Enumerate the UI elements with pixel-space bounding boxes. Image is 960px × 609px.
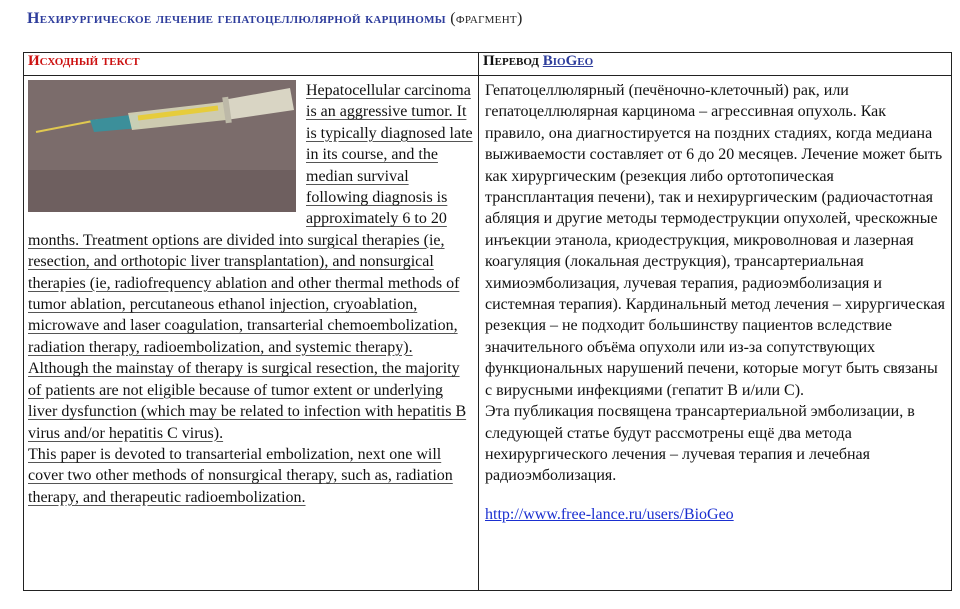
translation-header bbox=[483, 53, 593, 69]
title-main: Нехирургическое лечение гепатоцеллюлярной карциномы bbox=[27, 10, 446, 27]
paragraph-spacer bbox=[485, 487, 945, 504]
translation-paragraph: Гепатоцеллюлярный (печёночно-клеточный) рак, или гепатоцеллюлярная карцинома – агрессивная опухоль. Как правило, она диагностируется на поздних стадиях, когда медиана выживаемости составляет от 6 до 20 месяцев. Лечение может быть как хирургическим (резекция либо ортотопическая трансплантация печени), так и нехирургическим (радиочастотная абляция и другие методы термодеструкции опухолей, чрескожные инъекции этанола, криодеструкция, микроволновая и лазерная коагуляция (локальная деструкция), трансартериальная химиоэмболизация, лучевая терапия, радиоэмболизация и системная терапия). Кардинальный метод лечения – хирургическая резекция – не подходит большинству пациентов вследствие значительного объёма опухоли или из-за сопутствующих функциональных нарушений печени, которые могут быть связаны с вирусными инфекциями (гепатит B и/или C). bbox=[485, 82, 945, 399]
source-text-cell bbox=[24, 76, 479, 591]
translation-text-cell bbox=[479, 76, 952, 591]
syringe-photo bbox=[28, 80, 296, 212]
translation-text bbox=[485, 80, 945, 525]
source-paragraph: Although the mainstay of therapy is surgical resection, the majority of patients are not eligible because of tumor extent or underlying liver dysfunction (which may be related to infection with hepatitis B virus and/or hepatitis C virus). bbox=[28, 360, 467, 442]
source-paragraph: Hepatocellular carcinoma is an aggressive tumor. It is typically diagnosed late in its course, and the median survival following diagnosis is approximately 6 to 20 months. Treatment options are divided into surgical therapies (ie, resection, and orthotopic liver transplantation), and nonsurgical therapies (ie, radiofrequency ablation and other thermal methods of tumor ablation, percutaneous ethanol injection, cryoablation, microwave and laser coagulation, transarterial chemoembolization, radiation therapy, radioembolization, and systemic therapy). bbox=[28, 82, 473, 356]
translation-paragraph: Эта публикация посвящена трансартериальной эмболизации, в следующей статье будут рассмотрены ещё два метода нехирургического лечения – лучевая терапия и лечебная радиоэмболизация. bbox=[485, 403, 915, 485]
translation-header-brand[interactable]: BioGeo bbox=[542, 53, 594, 69]
source-paragraph: This paper is devoted to transarterial embolization, next one will cover two other methods of nonsurgical therapy, such as, radiation therapy, and therapeutic radioembolization. bbox=[28, 445, 453, 506]
title-fragment: (фрагмент) bbox=[450, 10, 523, 27]
translation-table bbox=[23, 52, 952, 591]
syringe-icon bbox=[28, 80, 296, 212]
biogeo-profile-link[interactable]: http://www.free-lance.ru/users/BioGeo bbox=[485, 505, 734, 523]
document-title bbox=[27, 10, 523, 28]
translation-header-cell bbox=[479, 53, 952, 76]
source-header-cell bbox=[24, 53, 479, 76]
translation-header-prefix: Перевод bbox=[483, 53, 539, 69]
source-header: Исходный текст bbox=[28, 53, 140, 69]
